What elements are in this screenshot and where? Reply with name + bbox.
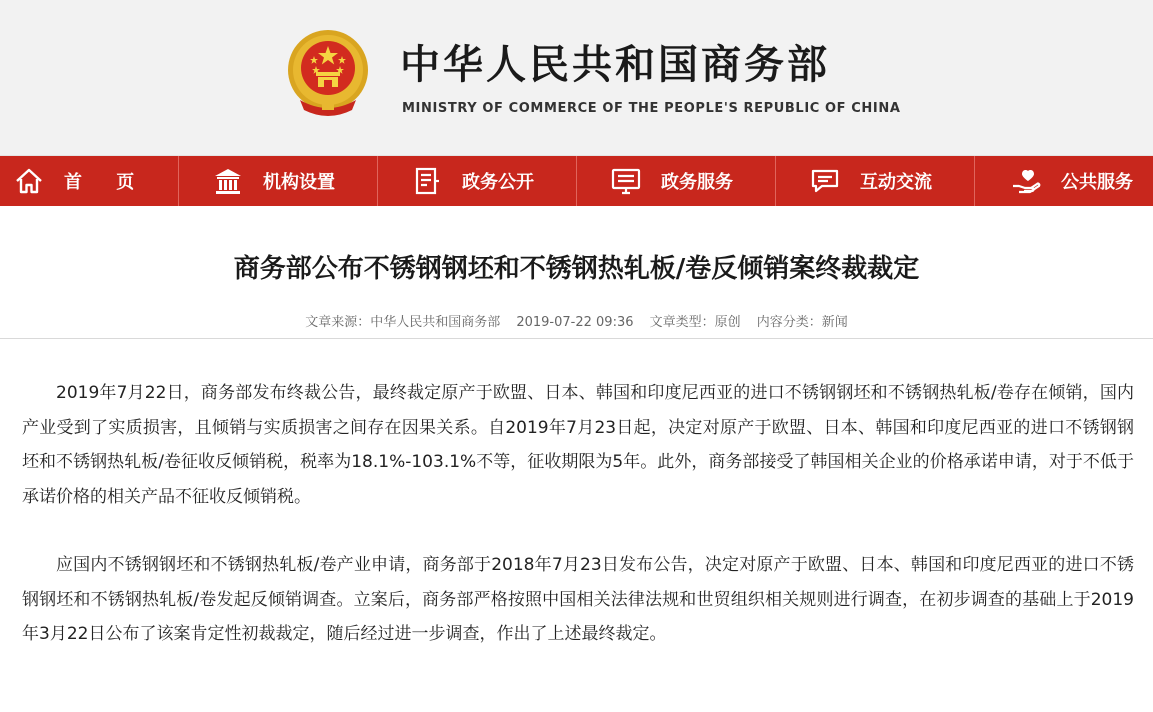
nav-item-label: 互动交流 (860, 172, 932, 193)
article-paragraph: 2019年7月22日，商务部发布终裁公告，最终裁定原产于欧盟、日本、韩国和印度尼西亚的进口不锈钢钢坯和不锈钢热轧板/卷存在倾销，国内产业受到了实质损害，且倾销与实质损害之间存在因果关系。自2019年7月23日起，决定对原产于欧盟、日本、韩国和印度尼西亚的进口不锈钢钢坯和不锈钢热轧板/卷征收反倾销税，税率为18.1%-103.1%不等，征收期限为5年。此外，商务部接受了韩国相关企业的价格承诺申请，对于不低于承诺价格的相关产品不征收反倾销税。 (22, 383, 1134, 507)
site-title-en: MINISTRY OF COMMERCE OF THE PEOPLE'S REPUBLIC OF CHINA (402, 101, 901, 116)
nav-item-label: 公共服务 (1061, 172, 1133, 193)
main-nav (0, 156, 1153, 206)
hand-service-icon (1009, 164, 1043, 198)
nav-item-organization[interactable] (178, 156, 377, 206)
article-source: 文章来源：中华人民共和国商务部 (305, 315, 501, 330)
article-title: 商务部公布不锈钢钢坯和不锈钢热轧板/卷反倾销案终裁裁定 (233, 254, 920, 284)
article-paragraph: 应国内不锈钢钢坯和不锈钢热轧板/卷产业申请，商务部于2018年7月23日发布公告，决定对原产于欧盟、日本、韩国和印度尼西亚的进口不锈钢钢坯和不锈钢热轧板/卷发起反倾销调查。立案后，商务部严格按照中国相关法律法规和世贸组织相关规则进行调查，在初步调查的基础上于2019年3月22日公布了该案肯定性初裁裁定，随后经过进一步调查，作出了上述最终裁定。 (22, 555, 1134, 644)
nav-item-government-affairs[interactable] (377, 156, 576, 206)
nav-item-public-services[interactable] (974, 156, 1153, 206)
nav-item-label: 机构设置 (263, 172, 335, 193)
site-header (0, 0, 1153, 156)
article-meta (0, 313, 1153, 333)
nav-item-label: 政务服务 (661, 172, 733, 193)
divider (0, 338, 1153, 339)
article-date: 2019-07-22 09:36 (516, 315, 634, 330)
monitor-icon (609, 164, 643, 198)
nav-item-label: 首 页 (64, 172, 149, 193)
nav-item-interaction[interactable] (775, 156, 974, 206)
article-body (22, 376, 1134, 652)
document-icon (410, 164, 444, 198)
chat-icon (808, 164, 842, 198)
article-category: 内容分类：新闻 (756, 315, 848, 330)
nav-item-government-services[interactable] (576, 156, 775, 206)
nav-item-home[interactable] (0, 156, 178, 206)
building-icon (211, 164, 245, 198)
nav-item-label: 政务公开 (462, 172, 534, 193)
site-title-cn[interactable]: 中华人民共和国商务部 (400, 42, 830, 88)
home-icon (12, 164, 46, 198)
national-emblem-icon[interactable] (286, 26, 370, 122)
article-type: 文章类型：原创 (649, 315, 741, 330)
